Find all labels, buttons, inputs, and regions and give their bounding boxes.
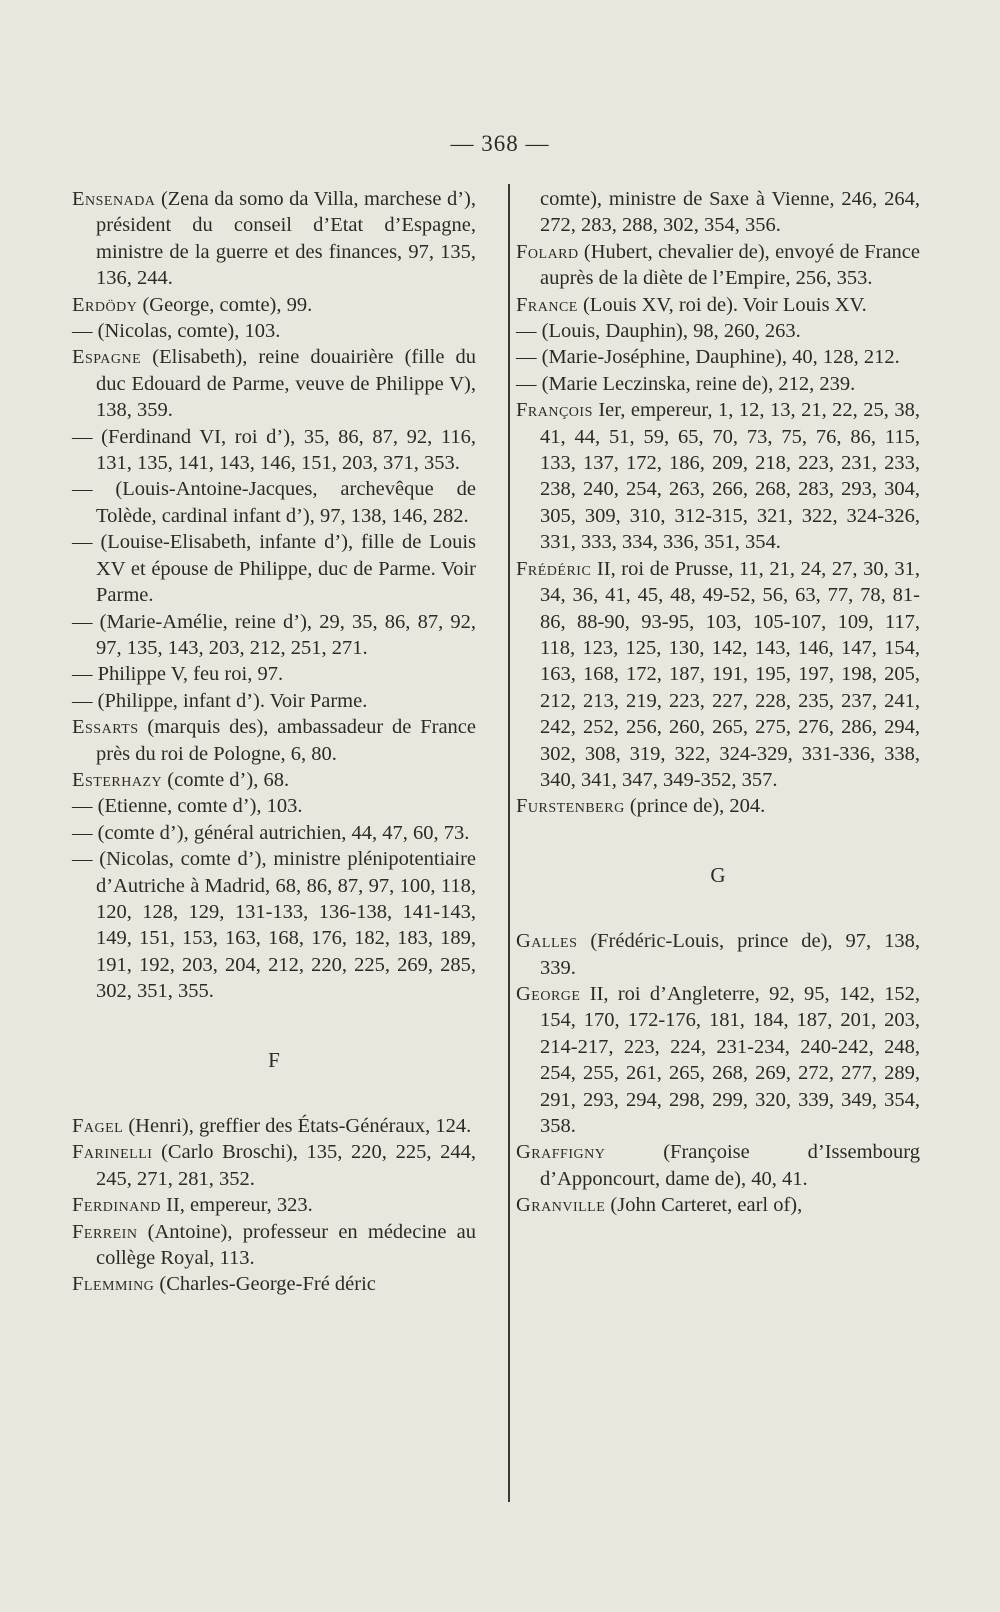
index-entries-e: [72, 186, 476, 1005]
entry-text: (Zena da somo da Villa, marchese d’), président du conseil d’Etat d’Espagne, ministre de la guerre et des finances, 97, 135, 136, 244.: [96, 188, 476, 290]
entry-text: (Carlo Broschi), 135, 220, 225, 244, 245, 271, 281, 352.: [96, 1141, 476, 1190]
index-entry: [516, 344, 920, 370]
index-entry: [516, 928, 920, 981]
entry-heading: Erdödy: [72, 293, 138, 316]
entry-text: — (Louis-Antoine-Jacques, archevêque de Tolède, cardinal infant d’), 97, 138, 146, 282.: [72, 478, 476, 527]
entry-text: (Antoine), professeur en médecine au collège Royal, 113.: [96, 1220, 476, 1270]
index-entry: [72, 846, 476, 1004]
entry-text: — (Marie Leczinska, reine de), 212, 239.: [516, 372, 856, 395]
entry-heading: France: [516, 293, 578, 316]
entry-text: — (Nicolas, comte d’), ministre plénipotentiaire d’Autriche à Madrid, 68, 86, 87, 97, 100, 118, 120, 128, 129, 131-133, 136-138, 141-143, 149, 151, 153, 163, 168, 176, 182, 183, 189, 191, 192, 203, 204, 212, 220, 225, 269, 285, 302, 351, 355.: [72, 848, 476, 1003]
entry-text: II, roi d’Angleterre, 92, 95, 142, 152, 154, 170, 172-176, 181, 184, 187, 201, 203, 214-217, 223, 224, 231-234, 240-242, 248, 254, 255, 261, 265, 268, 269, 272, 277, 289, 291, 293, 294, 298, 299, 320, 339, 349, 354, 358.: [540, 982, 920, 1137]
index-entries-f-cont: [516, 239, 920, 820]
entry-text: II, roi de Prusse, 11, 21, 24, 27, 30, 31, 34, 36, 41, 45, 48, 49-52, 56, 63, 77, 78, 81-86, 88-90, 93-95, 103, 105-107, 109, 117, 118, 123, 125, 130, 142, 143, 146, 147, 154, 163, 168, 172, 187, 191, 195, 197, 198, 205, 212, 213, 219, 223, 227, 228, 235, 237, 241, 242, 252, 256, 260, 265, 275, 276, 286, 294, 302, 308, 319, 322, 324-329, 331-336, 338, 340, 341, 347, 349-352, 357.: [540, 557, 920, 791]
index-entry: [516, 981, 920, 1139]
entry-text: — (Nicolas, comte), 103.: [72, 320, 281, 343]
column-divider: [508, 184, 510, 1502]
entry-text: (marquis des), ambassadeur de France près du roi de Pologne, 6, 80.: [96, 716, 476, 765]
entry-heading: Essarts: [72, 716, 139, 739]
entry-heading: Graffigny: [516, 1141, 606, 1164]
entry-heading: Ferrein: [72, 1220, 138, 1243]
entry-text: — (Marie-Amélie, reine d’), 29, 35, 86, 87, 92, 97, 135, 143, 203, 212, 251, 271.: [72, 610, 476, 659]
index-entry: [72, 344, 476, 423]
entry-text: — (Marie-Joséphine, Dauphine), 40, 128, 212.: [516, 346, 900, 369]
index-entry: [72, 688, 476, 714]
index-entry: [72, 424, 476, 477]
entry-text: — (Philippe, infant d’). Voir Parme.: [72, 689, 368, 712]
entry-text: (comte d’), 68.: [162, 768, 290, 791]
index-entry: [72, 1139, 476, 1192]
index-entry: [72, 1271, 476, 1297]
entry-text: (George, comte), 99.: [137, 293, 313, 316]
index-entry: [72, 661, 476, 687]
index-entries-f: [72, 1113, 476, 1298]
index-entry: [72, 1219, 476, 1272]
entry-heading: Esterhazy: [72, 768, 163, 791]
entry-text: (Henri), greffier des États-Généraux, 124.: [123, 1115, 472, 1137]
entry-text: — (Louise-Elisabeth, infante d’), fille de Louis XV et épouse de Philippe, duc de Parme. Voir Parme.: [72, 531, 476, 607]
index-entry: [72, 609, 476, 662]
page-number: — 368 —: [450, 131, 550, 156]
left-column: [72, 186, 476, 1298]
entry-text: (John Carteret, earl of),: [605, 1194, 803, 1217]
entry-heading: Furstenberg: [516, 795, 625, 818]
index-entry: [72, 793, 476, 819]
index-entry: [516, 397, 920, 555]
index-entries-g: [516, 928, 920, 1218]
entry-text: — (Louis, Dauphin), 98, 260, 263.: [516, 320, 801, 343]
entry-heading: Folard: [516, 240, 579, 263]
index-entry: [516, 1139, 920, 1192]
index-entry: [516, 239, 920, 292]
entry-heading: Ensenada: [72, 188, 156, 210]
entry-text: (Hubert, chevalier de), envoyé de France auprès de la diète de l’Empire, 256, 353.: [540, 240, 920, 290]
index-entry: [72, 529, 476, 608]
entry-text: — (Etienne, comte d’), 103.: [72, 795, 303, 818]
index-entry: [72, 318, 476, 344]
index-entry: [72, 186, 476, 292]
entry-heading: Espagne: [72, 346, 142, 369]
entry-heading: François: [516, 399, 593, 422]
index-entry: [516, 793, 920, 819]
index-entry: [516, 371, 920, 397]
right-column: [516, 186, 920, 1219]
section-letter-f: F: [268, 1047, 280, 1072]
index-entry: [72, 1113, 476, 1139]
index-entry: [516, 1192, 920, 1218]
entry-heading: Fagel: [72, 1115, 124, 1137]
entry-text: II, empereur, 323.: [161, 1194, 313, 1217]
entry-heading: Granville: [516, 1194, 606, 1217]
entry-text: — (Ferdinand VI, roi d’), 35, 86, 87, 92, 116, 131, 135, 141, 143, 146, 151, 203, 371, 353.: [72, 425, 476, 475]
continued-entry: comte), ministre de Saxe à Vienne, 246, 264, 272, 283, 288, 302, 354, 356.: [540, 188, 920, 237]
entry-heading: Frédéric: [516, 557, 592, 580]
entry-text: (prince de), 204.: [624, 795, 766, 818]
entry-text: — (comte d’), général autrichien, 44, 47, 60, 73.: [72, 821, 470, 844]
entry-heading: Ferdinand: [72, 1194, 162, 1217]
index-entry: [72, 1192, 476, 1218]
entry-heading: Flemming: [72, 1273, 155, 1296]
entry-text: (Françoise d’Issembourg d’Apponcourt, dame de), 40, 41.: [540, 1141, 920, 1190]
index-entry: [72, 714, 476, 767]
entry-heading: George: [516, 982, 581, 1005]
index-entry: [516, 292, 920, 318]
index-entry: [516, 556, 920, 794]
index-entry: [72, 767, 476, 793]
entry-text: — Philippe V, feu roi, 97.: [72, 663, 284, 686]
entry-text: Ier, empereur, 1, 12, 13, 21, 22, 25, 38, 41, 44, 51, 59, 65, 70, 73, 75, 76, 86, 115, 133, 137, 172, 186, 209, 218, 223, 231, 233, 238, 240, 254, 263, 266, 268, 283, 293, 304, 305, 309, 310, 312-315, 321, 322, 324-326, 331, 333, 334, 336, 351, 354.: [540, 399, 920, 554]
index-entry: [516, 318, 920, 344]
entry-heading: Galles: [516, 930, 578, 953]
entry-text: (Louis XV, roi de). Voir Louis XV.: [577, 293, 867, 316]
index-entry: [72, 820, 476, 846]
entry-text: (Frédéric-Louis, prince de), 97, 138, 339.: [540, 930, 920, 979]
index-entry: [72, 476, 476, 529]
index-entry: [72, 292, 476, 318]
section-letter-g: G: [710, 862, 726, 887]
entry-text: (Elisabeth), reine douairière (fille du duc Edouard de Parme, veuve de Philippe V), 138, 359.: [96, 346, 476, 422]
entry-heading: Farinelli: [72, 1141, 153, 1164]
entry-text: (Charles-George-Fré déric: [154, 1273, 376, 1296]
